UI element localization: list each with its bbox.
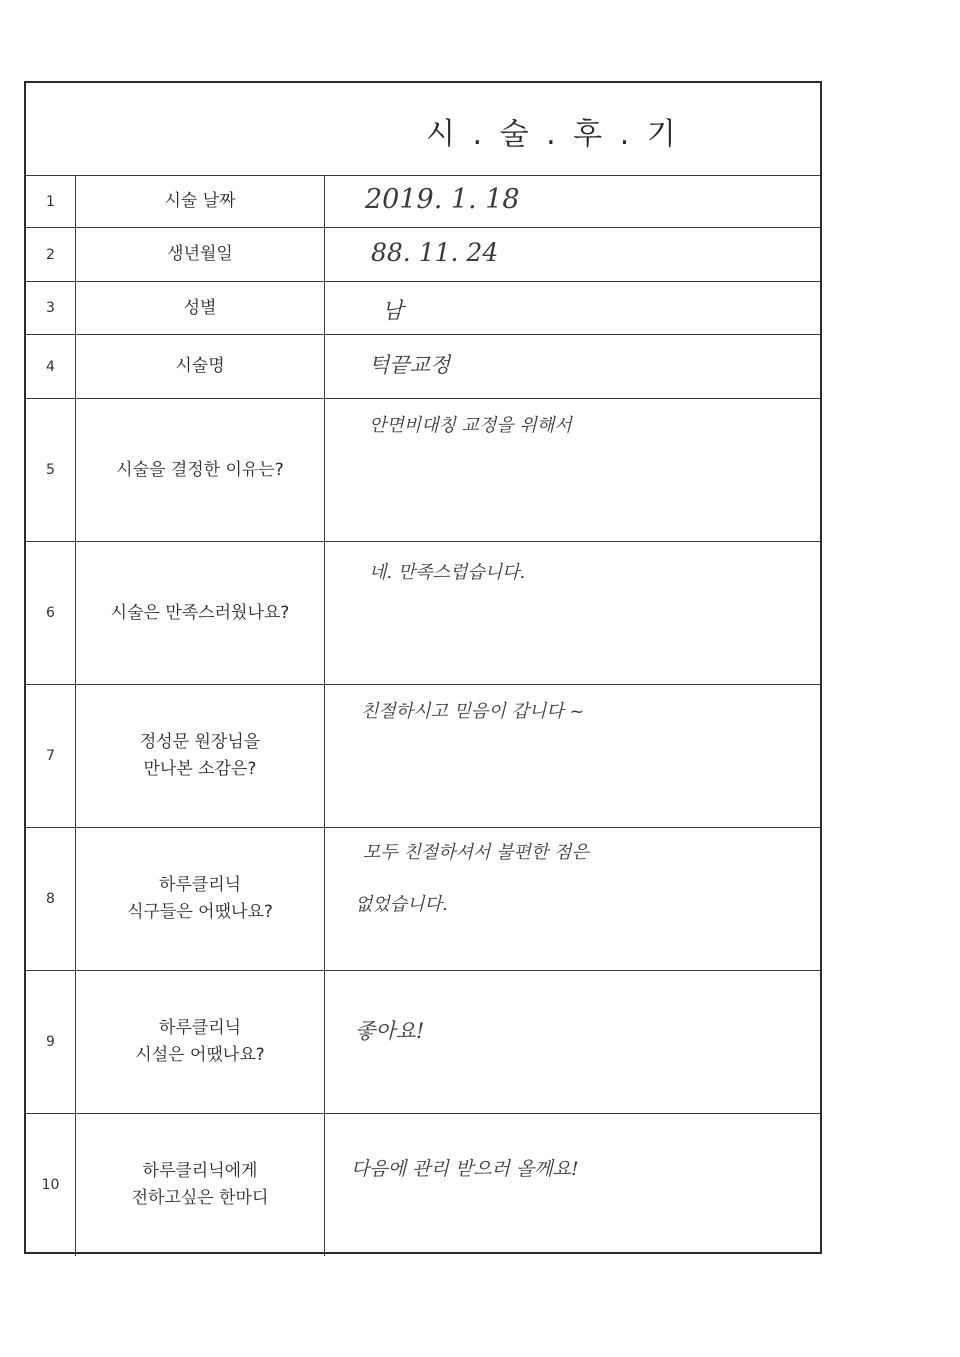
answer-cell [325, 971, 820, 1113]
row-number: 2 [26, 228, 76, 281]
handwritten-answer: 남 [382, 299, 404, 324]
row-number: 6 [26, 542, 76, 684]
answer-cell [325, 335, 820, 398]
handwritten-answer: 다음에 관리 받으러 올께요! [351, 1158, 579, 1180]
handwritten-answer: 모두 친절하셔서 불편한 점은 [363, 842, 589, 863]
form-row-9 [26, 971, 820, 1114]
answer-cell [325, 828, 820, 970]
form-row-2 [26, 228, 820, 282]
form-title-row [26, 83, 820, 176]
form-row-1 [26, 176, 820, 228]
question-label: 정성문 원장님을 만나본 소감은? [76, 685, 325, 827]
form-row-8 [26, 828, 820, 971]
form-row-6 [26, 542, 820, 685]
review-form [24, 81, 822, 1254]
question-label: 하루클리닉에게 전하고싶은 한마디 [76, 1114, 325, 1256]
question-label: 시술명 [76, 335, 325, 398]
handwritten-answer: 2019. 1. 18 [365, 184, 520, 215]
form-row-4 [26, 335, 820, 399]
row-number: 10 [26, 1114, 76, 1256]
handwritten-answer-line2: 없었습니다. [355, 894, 448, 915]
form-row-10 [26, 1114, 820, 1256]
answer-cell [325, 228, 820, 281]
form-title: 시 . 술 . 후 . 기 [426, 117, 680, 152]
answer-cell [325, 1114, 820, 1256]
answer-cell [325, 176, 820, 227]
handwritten-answer: 안면비대칭 교정을 위해서 [369, 415, 572, 436]
question-label: 시술은 만족스러웠나요? [76, 542, 325, 684]
question-label: 하루클리닉 시설은 어땠나요? [76, 971, 325, 1113]
answer-cell [325, 282, 820, 334]
row-number: 3 [26, 282, 76, 334]
row-number: 1 [26, 176, 76, 227]
form-row-5 [26, 399, 820, 542]
answer-cell [325, 542, 820, 684]
handwritten-answer: 턱끝교정 [369, 353, 451, 377]
handwritten-answer: 네. 만족스럽습니다. [369, 562, 526, 583]
answer-cell [325, 399, 820, 541]
question-label: 성별 [76, 282, 325, 334]
row-number: 7 [26, 685, 76, 827]
question-label: 시술을 결정한 이유는? [76, 399, 325, 541]
row-number: 4 [26, 335, 76, 398]
form-row-7 [26, 685, 820, 828]
question-label: 생년월일 [76, 228, 325, 281]
row-number: 5 [26, 399, 76, 541]
handwritten-answer: 88. 11. 24 [371, 238, 499, 267]
answer-cell [325, 685, 820, 827]
handwritten-answer: 친절하시고 믿음이 갑니다 ~ [361, 701, 585, 722]
row-number: 8 [26, 828, 76, 970]
row-number: 9 [26, 971, 76, 1113]
form-row-3 [26, 282, 820, 335]
handwritten-answer: 좋아요! [355, 1019, 425, 1043]
question-label: 하루클리닉 식구들은 어땠나요? [76, 828, 325, 970]
question-label: 시술 날짜 [76, 176, 325, 227]
